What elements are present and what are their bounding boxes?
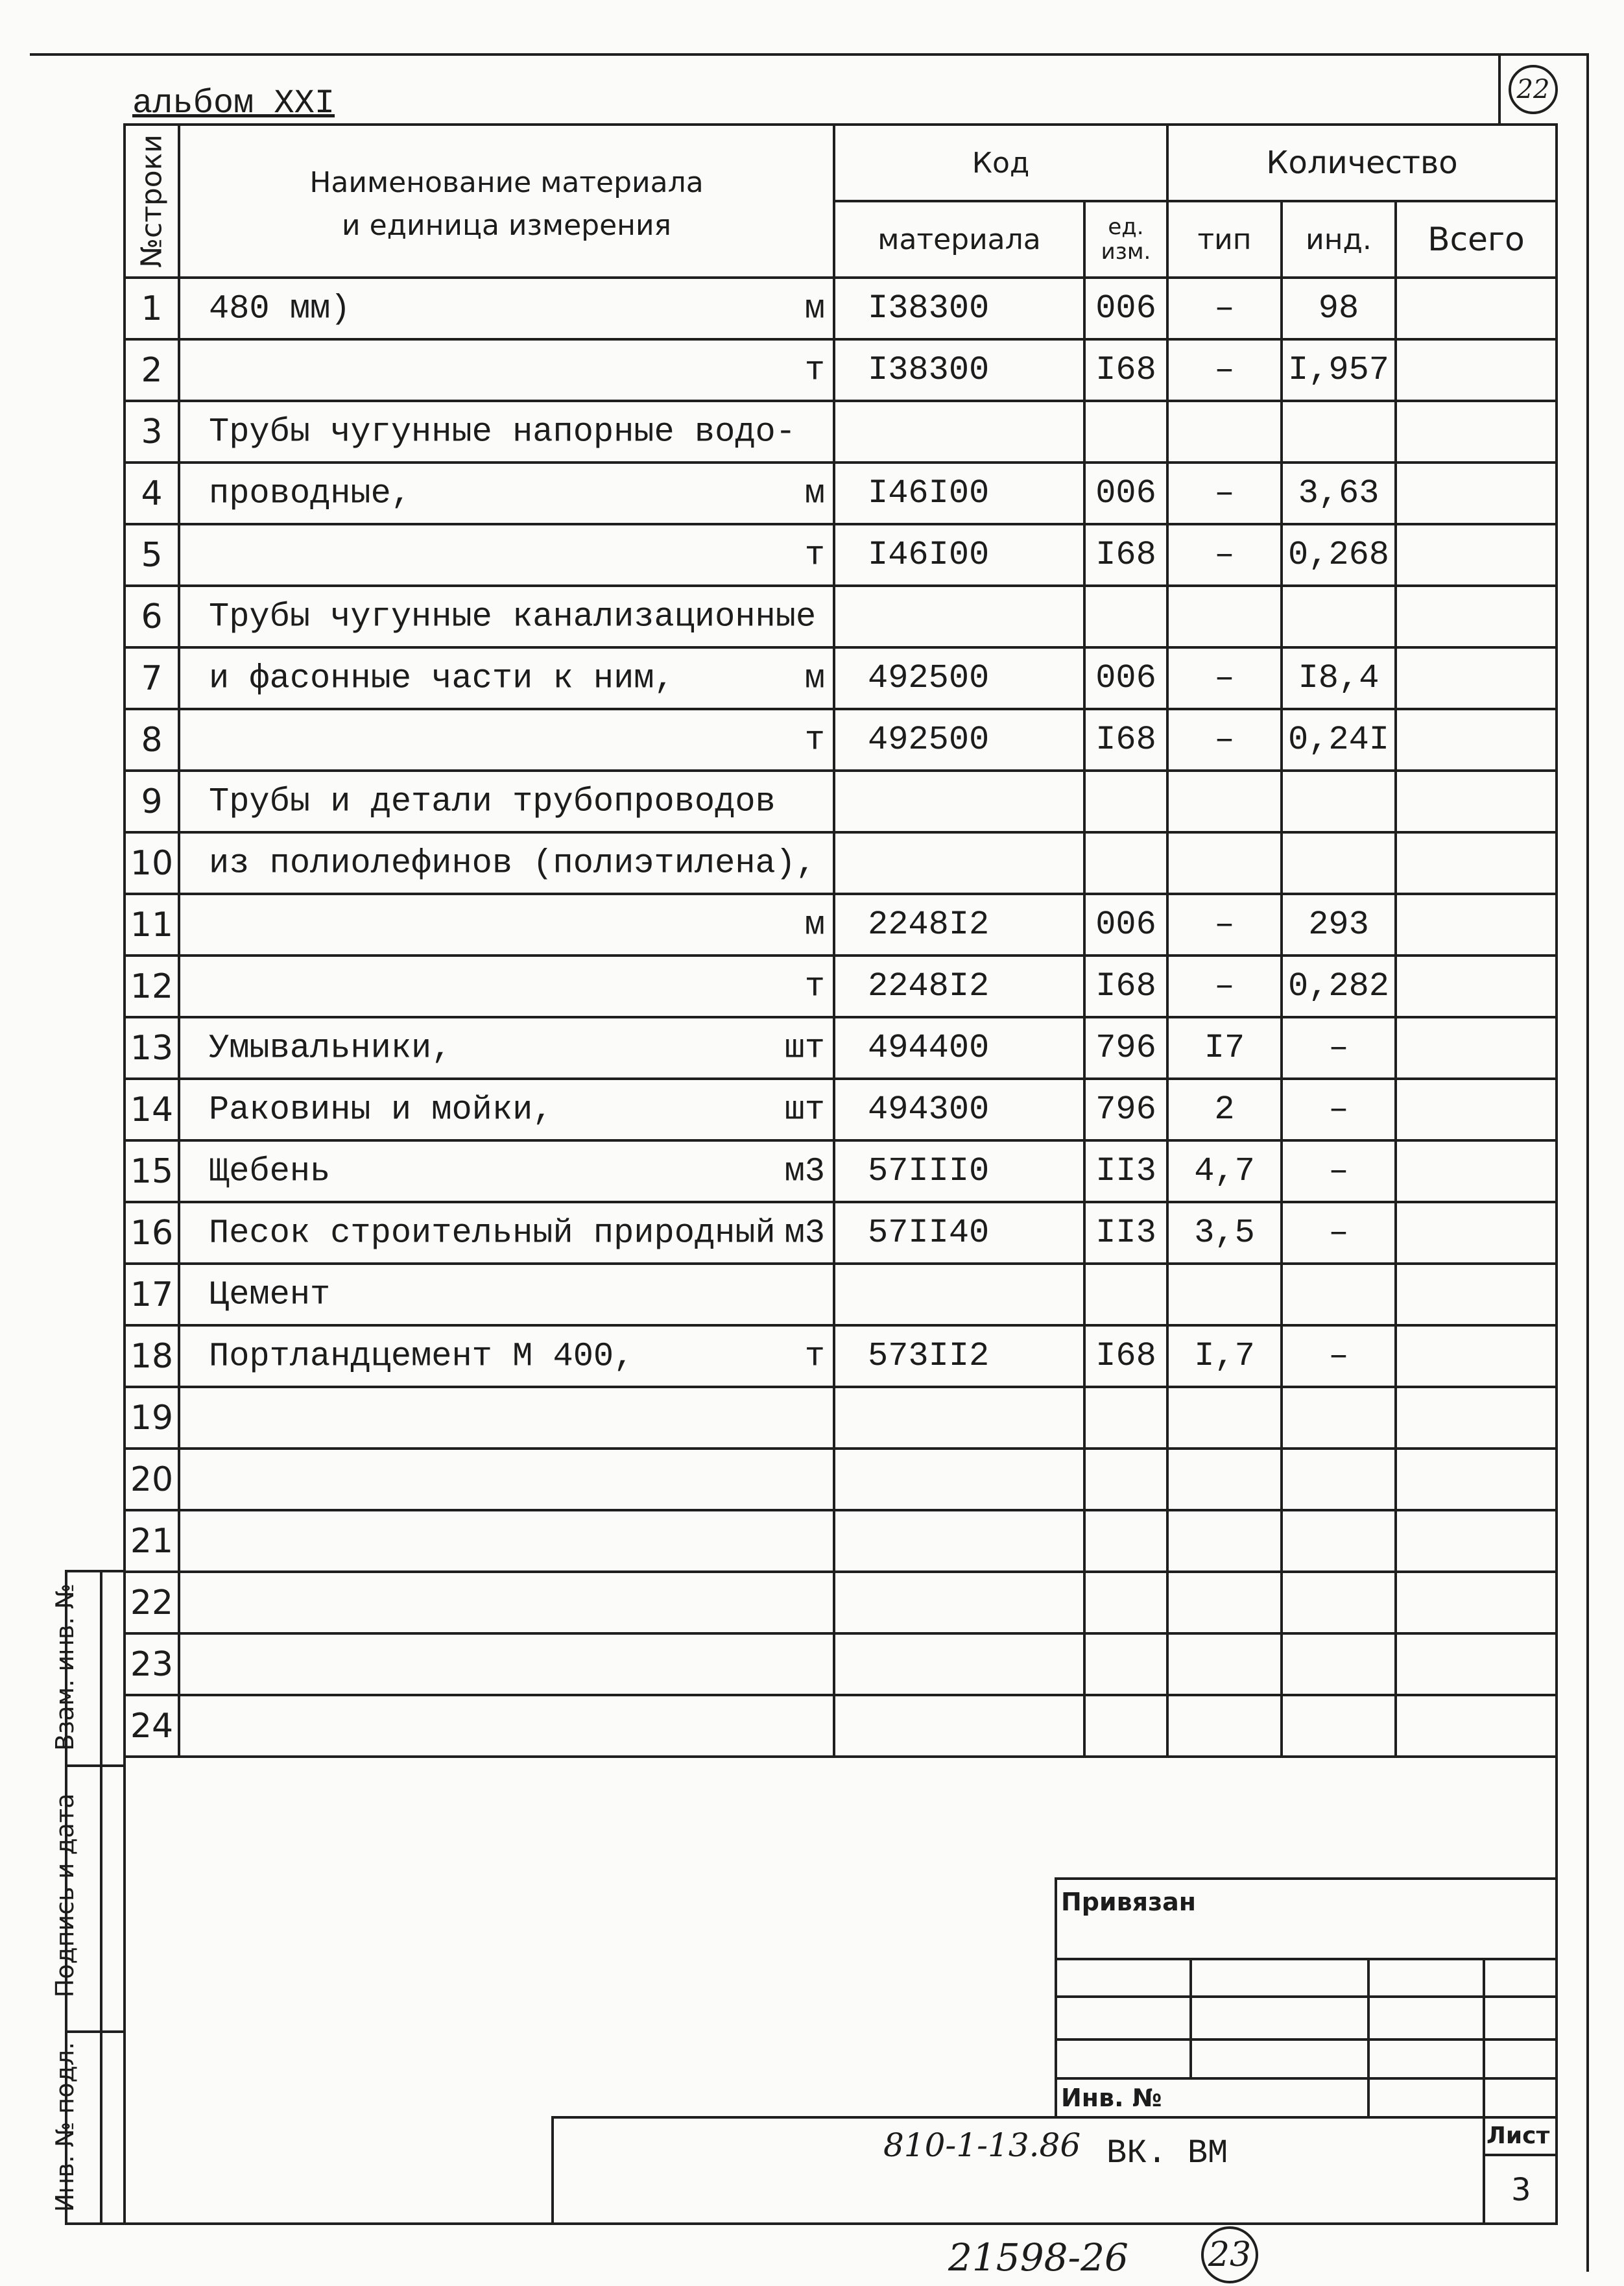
qty-type: – <box>1167 647 1282 709</box>
material-name-cell <box>179 647 834 709</box>
qty-type <box>1167 1387 1282 1449</box>
material-name: Портландцемент М 400, <box>209 1337 634 1375</box>
material-code: 492500 <box>834 647 1084 709</box>
qty-type: I,7 <box>1167 1325 1282 1387</box>
qty-total <box>1396 339 1557 401</box>
qty-ind: I8,4 <box>1282 647 1396 709</box>
material-name: Песок строительный природный <box>209 1214 776 1252</box>
material-name: Цемент <box>209 1275 331 1314</box>
material-unit: м3 <box>784 1152 825 1190</box>
header-row-number: №строки <box>125 125 179 278</box>
material-name-cell <box>179 1202 834 1264</box>
row-number: 22 <box>125 1572 179 1633</box>
unit-code: 006 <box>1084 894 1167 956</box>
row-number: 2 <box>125 339 179 401</box>
material-name-cell <box>179 278 834 339</box>
material-code: 573II2 <box>834 1325 1084 1387</box>
qty-type <box>1167 1449 1282 1510</box>
table-row <box>125 1079 1557 1140</box>
qty-type: – <box>1167 339 1282 401</box>
unit-code: I68 <box>1084 339 1167 401</box>
qty-ind <box>1282 586 1396 647</box>
row-number: 11 <box>125 894 179 956</box>
material-name-cell <box>179 832 834 894</box>
qty-type <box>1167 586 1282 647</box>
top-rule <box>30 53 1586 56</box>
qty-total <box>1396 1633 1557 1695</box>
row-number: 9 <box>125 771 179 832</box>
qty-type: 4,7 <box>1167 1140 1282 1202</box>
row-number: 13 <box>125 1017 179 1079</box>
unit-code <box>1084 1510 1167 1572</box>
page-number-bottom: 23 <box>1208 2235 1252 2274</box>
qty-total <box>1396 1140 1557 1202</box>
unit-code: I68 <box>1084 956 1167 1017</box>
qty-total <box>1396 1017 1557 1079</box>
row-number: 12 <box>125 956 179 1017</box>
unit-code: 796 <box>1084 1079 1167 1140</box>
material-unit: шт <box>784 1029 825 1067</box>
material-code: 494300 <box>834 1079 1084 1140</box>
qty-total <box>1396 894 1557 956</box>
qty-ind: I,957 <box>1282 339 1396 401</box>
table-row <box>125 1202 1557 1264</box>
material-name-cell <box>179 1695 834 1757</box>
table-row <box>125 339 1557 401</box>
row-number: 19 <box>125 1387 179 1449</box>
qty-ind: – <box>1282 1202 1396 1264</box>
material-code <box>834 1264 1084 1325</box>
unit-code: 006 <box>1084 647 1167 709</box>
material-unit: т <box>804 721 825 759</box>
material-name-cell <box>179 1325 834 1387</box>
strip-div1 <box>65 1764 126 1767</box>
header-qty-ind: инд. <box>1282 201 1396 278</box>
material-name-cell <box>179 1264 834 1325</box>
material-name: из полиолефинов (полиэтилена), <box>209 844 817 882</box>
material-code <box>834 1387 1084 1449</box>
material-name-cell <box>179 463 834 524</box>
qty-type: 2 <box>1167 1079 1282 1140</box>
qty-ind <box>1282 832 1396 894</box>
strip-bottom <box>65 2222 126 2225</box>
material-code: 57II40 <box>834 1202 1084 1264</box>
qty-type: 3,5 <box>1167 1202 1282 1264</box>
material-code: I46I00 <box>834 524 1084 586</box>
material-code <box>834 1510 1084 1572</box>
row-number: 3 <box>125 401 179 463</box>
strip-top <box>65 1570 126 1572</box>
qty-total <box>1396 1449 1557 1510</box>
qty-total <box>1396 463 1557 524</box>
qty-total <box>1396 771 1557 832</box>
material-name: Трубы и детали трубопроводов <box>209 782 776 821</box>
material-code: 2248I2 <box>834 894 1084 956</box>
qty-ind <box>1282 1510 1396 1572</box>
material-name-cell <box>179 1572 834 1633</box>
stamp-doc-code: ВК. ВМ <box>1106 2134 1228 2172</box>
unit-code: 796 <box>1084 1017 1167 1079</box>
table-row <box>125 894 1557 956</box>
material-name-cell <box>179 1510 834 1572</box>
qty-ind <box>1282 1695 1396 1757</box>
row-number: 17 <box>125 1264 179 1325</box>
qty-total <box>1396 1695 1557 1757</box>
qty-total <box>1396 1572 1557 1633</box>
row-number: 10 <box>125 832 179 894</box>
qty-total <box>1396 278 1557 339</box>
qty-type <box>1167 1572 1282 1633</box>
unit-code: I68 <box>1084 709 1167 771</box>
qty-total <box>1396 647 1557 709</box>
material-code <box>834 1572 1084 1633</box>
qty-total <box>1396 524 1557 586</box>
table-row <box>125 1325 1557 1387</box>
material-name-cell <box>179 1387 834 1449</box>
qty-total <box>1396 586 1557 647</box>
material-unit: м3 <box>784 1214 825 1252</box>
qty-type <box>1167 401 1282 463</box>
qty-type <box>1167 771 1282 832</box>
unit-code: II3 <box>1084 1140 1167 1202</box>
material-unit: м <box>804 659 825 697</box>
qty-type <box>1167 1510 1282 1572</box>
material-name-cell <box>179 524 834 586</box>
row-number: 24 <box>125 1695 179 1757</box>
material-unit: м <box>804 474 825 512</box>
qty-ind: 98 <box>1282 278 1396 339</box>
table-row <box>125 1449 1557 1510</box>
material-code: I38300 <box>834 339 1084 401</box>
page-number-circle-bottom <box>1201 2226 1258 2283</box>
table-row <box>125 647 1557 709</box>
material-name-cell <box>179 339 834 401</box>
qty-type: – <box>1167 709 1282 771</box>
material-code: I38300 <box>834 278 1084 339</box>
qty-type <box>1167 1633 1282 1695</box>
row-number: 6 <box>125 586 179 647</box>
qty-total <box>1396 956 1557 1017</box>
archive-number: 21598-26 <box>948 2235 1128 2280</box>
qty-total <box>1396 709 1557 771</box>
header-code-unit: ед. изм. <box>1084 201 1167 278</box>
unit-code <box>1084 832 1167 894</box>
qty-ind <box>1282 771 1396 832</box>
material-unit: т <box>804 967 825 1005</box>
row-number: 15 <box>125 1140 179 1202</box>
header-name: Наименование материала и единица измерения <box>179 125 834 278</box>
qty-total <box>1396 1264 1557 1325</box>
qty-ind: – <box>1282 1079 1396 1140</box>
materials-table <box>123 123 1558 1758</box>
material-name: Раковины и мойки, <box>209 1090 553 1129</box>
table-row <box>125 401 1557 463</box>
row-number: 21 <box>125 1510 179 1572</box>
qty-type: I7 <box>1167 1017 1282 1079</box>
header-code-material: материала <box>834 201 1084 278</box>
row-number: 7 <box>125 647 179 709</box>
material-unit: т <box>804 1337 825 1375</box>
unit-code <box>1084 1387 1167 1449</box>
unit-code: II3 <box>1084 1202 1167 1264</box>
stamp-privyazan: Привязан <box>1061 1888 1197 1916</box>
table-row <box>125 586 1557 647</box>
stamp-inv-no: Инв. № <box>1061 2084 1162 2112</box>
material-name-cell <box>179 401 834 463</box>
table-row <box>125 1510 1557 1572</box>
row-number: 16 <box>125 1202 179 1264</box>
table-row <box>125 524 1557 586</box>
material-unit: м <box>804 289 825 328</box>
frame-top-right <box>1498 53 1501 123</box>
qty-total <box>1396 1202 1557 1264</box>
stamp-designation: 810-1-13.86 <box>883 2126 1081 2164</box>
frame-bottom <box>123 2222 1558 2225</box>
material-name: Щебень <box>209 1152 331 1190</box>
qty-type <box>1167 832 1282 894</box>
unit-code <box>1084 771 1167 832</box>
stamp-sheet-number: 3 <box>1511 2172 1531 2208</box>
material-code <box>834 1695 1084 1757</box>
material-name-cell <box>179 1140 834 1202</box>
material-name: Трубы чугунные канализационные <box>209 597 817 636</box>
table-row <box>125 1387 1557 1449</box>
strip-label-podpis: Подпись и дата <box>51 1793 79 1998</box>
table-row <box>125 1572 1557 1633</box>
qty-ind <box>1282 1572 1396 1633</box>
qty-type: – <box>1167 463 1282 524</box>
unit-code: 006 <box>1084 463 1167 524</box>
qty-type <box>1167 1264 1282 1325</box>
material-name: проводные, <box>209 474 412 512</box>
material-code: I46I00 <box>834 463 1084 524</box>
material-name: 480 мм) <box>209 289 351 328</box>
frame-right-outer <box>1586 53 1589 2272</box>
material-unit: м <box>804 906 825 944</box>
qty-ind <box>1282 1449 1396 1510</box>
strip-label-inv-podl: Инв. № подл. <box>51 2041 79 2212</box>
header-quantity: Количество <box>1167 125 1557 201</box>
table-row <box>125 771 1557 832</box>
qty-ind: 293 <box>1282 894 1396 956</box>
row-number: 8 <box>125 709 179 771</box>
material-name: Умывальники, <box>209 1029 452 1067</box>
strip-div2 <box>65 2030 126 2033</box>
unit-code: I68 <box>1084 524 1167 586</box>
qty-type: – <box>1167 524 1282 586</box>
header-qty-type: тип <box>1167 201 1282 278</box>
row-number: 1 <box>125 278 179 339</box>
table-row <box>125 832 1557 894</box>
table-row <box>125 1695 1557 1757</box>
table-row <box>125 709 1557 771</box>
unit-code: I68 <box>1084 1325 1167 1387</box>
material-name: Трубы чугунные напорные водо- <box>209 413 796 451</box>
qty-ind <box>1282 1633 1396 1695</box>
strip-inner <box>100 1570 102 2225</box>
unit-code <box>1084 401 1167 463</box>
qty-ind: 3,63 <box>1282 463 1396 524</box>
album-label: альбом XXI <box>132 84 335 123</box>
row-number: 14 <box>125 1079 179 1140</box>
qty-ind: – <box>1282 1140 1396 1202</box>
material-code <box>834 586 1084 647</box>
qty-total <box>1396 1387 1557 1449</box>
qty-ind: 0,24I <box>1282 709 1396 771</box>
material-code: 2248I2 <box>834 956 1084 1017</box>
stamp-sheet-label: Лист <box>1487 2123 1550 2149</box>
header-qty-total: Всего <box>1396 201 1557 278</box>
qty-type: – <box>1167 894 1282 956</box>
row-number: 5 <box>125 524 179 586</box>
qty-ind <box>1282 1264 1396 1325</box>
material-name-cell <box>179 956 834 1017</box>
unit-code <box>1084 1633 1167 1695</box>
qty-ind <box>1282 401 1396 463</box>
qty-type: – <box>1167 956 1282 1017</box>
material-name-cell <box>179 771 834 832</box>
qty-total <box>1396 1510 1557 1572</box>
material-code: 492500 <box>834 709 1084 771</box>
material-unit: т <box>804 536 825 574</box>
qty-total <box>1396 1325 1557 1387</box>
qty-type: – <box>1167 278 1282 339</box>
unit-code <box>1084 1449 1167 1510</box>
qty-ind: – <box>1282 1325 1396 1387</box>
qty-ind <box>1282 1387 1396 1449</box>
row-number: 23 <box>125 1633 179 1695</box>
header-code: Код <box>834 125 1167 201</box>
unit-code: 006 <box>1084 278 1167 339</box>
unit-code <box>1084 1264 1167 1325</box>
table-row <box>125 1017 1557 1079</box>
material-code: 57III0 <box>834 1140 1084 1202</box>
material-name-cell <box>179 894 834 956</box>
table-row <box>125 1633 1557 1695</box>
table-row <box>125 278 1557 339</box>
page-number-top: 22 <box>1516 75 1550 104</box>
table-row <box>125 1140 1557 1202</box>
material-name-cell <box>179 1079 834 1140</box>
material-code <box>834 832 1084 894</box>
material-name-cell <box>179 586 834 647</box>
material-name-cell <box>179 709 834 771</box>
strip-label-vzam: Взам. инв. № <box>51 1583 79 1751</box>
unit-code <box>1084 586 1167 647</box>
qty-ind: 0,282 <box>1282 956 1396 1017</box>
unit-code <box>1084 1695 1167 1757</box>
qty-total <box>1396 832 1557 894</box>
table-row <box>125 956 1557 1017</box>
material-unit: т <box>804 351 825 389</box>
material-name-cell <box>179 1449 834 1510</box>
page-number-circle-top <box>1509 65 1558 114</box>
material-name-cell <box>179 1633 834 1695</box>
qty-ind: 0,268 <box>1282 524 1396 586</box>
qty-ind: – <box>1282 1017 1396 1079</box>
qty-total <box>1396 401 1557 463</box>
material-code: 494400 <box>834 1017 1084 1079</box>
material-code <box>834 1449 1084 1510</box>
material-name-cell <box>179 1017 834 1079</box>
material-code <box>834 771 1084 832</box>
material-code <box>834 401 1084 463</box>
qty-total <box>1396 1079 1557 1140</box>
unit-code <box>1084 1572 1167 1633</box>
row-number: 18 <box>125 1325 179 1387</box>
material-unit: шт <box>784 1090 825 1129</box>
row-number: 4 <box>125 463 179 524</box>
qty-type <box>1167 1695 1282 1757</box>
table-row <box>125 1264 1557 1325</box>
table-row <box>125 463 1557 524</box>
row-number: 20 <box>125 1449 179 1510</box>
material-code <box>834 1633 1084 1695</box>
material-name: и фасонные части к ним, <box>209 659 675 697</box>
